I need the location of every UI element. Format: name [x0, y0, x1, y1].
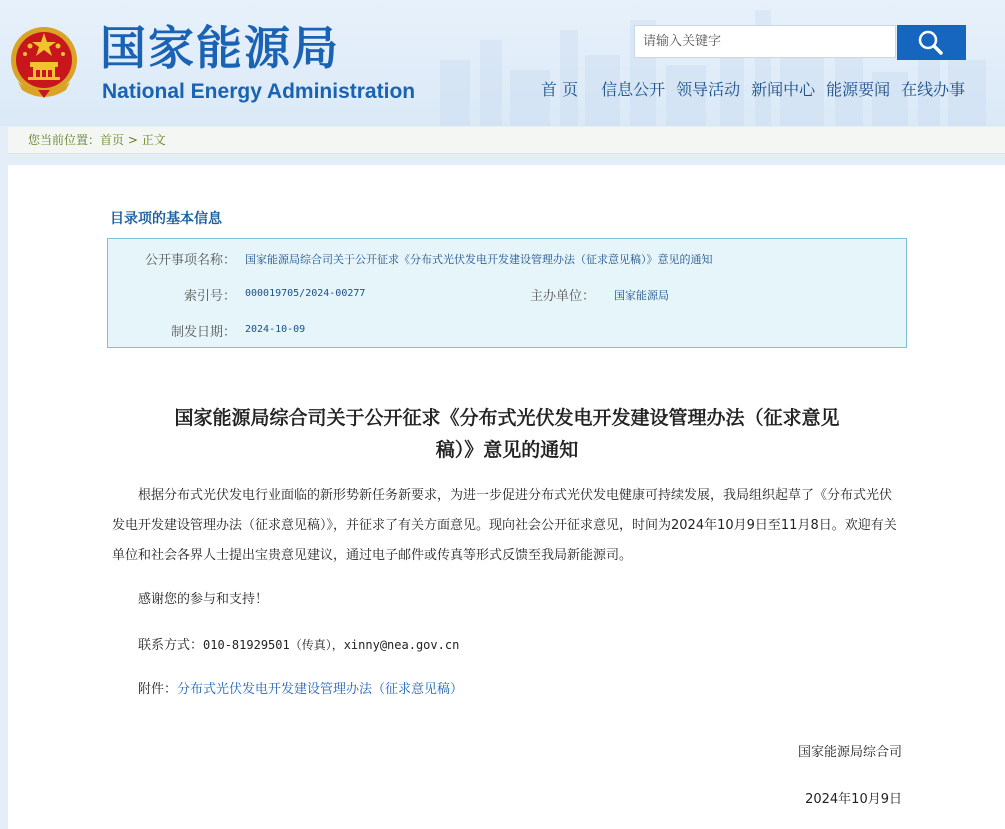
signer: 国家能源局综合司: [797, 745, 902, 760]
index-value: 000019705/2024-00277: [245, 288, 366, 299]
article-body: 根据分布式光伏发电行业面临的新形势新任务新要求，为进一步促进分布式光伏发电健康可持续发展，我局组织起草了《分布式光伏发电开发建设管理办法（征求意见稿）》，并征求了有关方面意见。现向社会公开征求意见，时间为2024年10月9日至11月8日。欢迎有关单位和社会各界人士提出宝贵意见建议，通过电子邮件或传真等形式反馈至我局新能源司。: [112, 488, 897, 563]
info-table: [107, 238, 907, 348]
sign-date: 2024年10月9日: [805, 792, 902, 807]
search-button[interactable]: [897, 25, 966, 60]
subject-value: 国家能源局综合司关于公开征求《分布式光伏发电开发建设管理办法（征求意见稿）》意见的通知: [245, 253, 713, 266]
breadcrumb-current: 正文: [141, 133, 166, 147]
attachment-link[interactable]: 分布式光伏发电开发建设管理办法（征求意见稿）: [177, 682, 464, 697]
host-value: 国家能源局: [614, 289, 669, 302]
article-title-line1: 国家能源局综合司关于公开征求《分布式光伏发电开发建设管理办法（征求意见: [174, 407, 840, 429]
site-title-en: National Energy Administration: [102, 80, 416, 103]
search-input[interactable]: [634, 25, 896, 58]
site-header: [0, 0, 1005, 126]
article-title-line2: 稿）》意见的通知: [435, 439, 579, 461]
article-title: [118, 402, 896, 466]
nav-online-service[interactable]: 在线办事: [901, 80, 966, 99]
date-value: 2024-10-09: [245, 324, 306, 335]
index-label: 索引号：: [183, 289, 236, 304]
breadcrumb-home[interactable]: 首页: [100, 133, 125, 147]
site-title-cn: 国家能源局: [100, 21, 340, 75]
contact-prefix: 联系方式：: [138, 638, 204, 653]
nav-info-public[interactable]: 信息公开: [601, 80, 666, 99]
nav-home[interactable]: 首 页: [541, 80, 579, 99]
date-label: 制发日期：: [170, 325, 236, 340]
main-nav: [530, 79, 965, 101]
attachment-prefix: 附件：: [138, 682, 178, 697]
nav-leader-activity[interactable]: 领导活动: [676, 80, 741, 99]
info-section-title: 目录项的基本信息: [110, 211, 222, 227]
article-container: [8, 165, 1005, 829]
magnifier-icon: [897, 25, 966, 60]
subject-label: 公开事项名称：: [144, 253, 236, 268]
thanks-text: 感谢您的参与和支持！: [138, 592, 269, 607]
contact-line: [138, 635, 459, 656]
breadcrumb-prefix: 您当前位置：: [28, 133, 101, 147]
skyline-background: [430, 0, 990, 126]
host-label: 主办单位：: [529, 289, 595, 304]
contact-value: 010-81929501（传真），xinny@nea.gov.cn: [203, 638, 460, 652]
breadcrumb: [8, 127, 1005, 154]
nav-news-center[interactable]: 新闻中心: [751, 80, 816, 99]
national-emblem-icon: [8, 24, 80, 100]
nav-energy-news[interactable]: 能源要闻: [826, 80, 891, 99]
breadcrumb-separator: >: [124, 133, 142, 147]
attachment-line: [138, 680, 463, 700]
